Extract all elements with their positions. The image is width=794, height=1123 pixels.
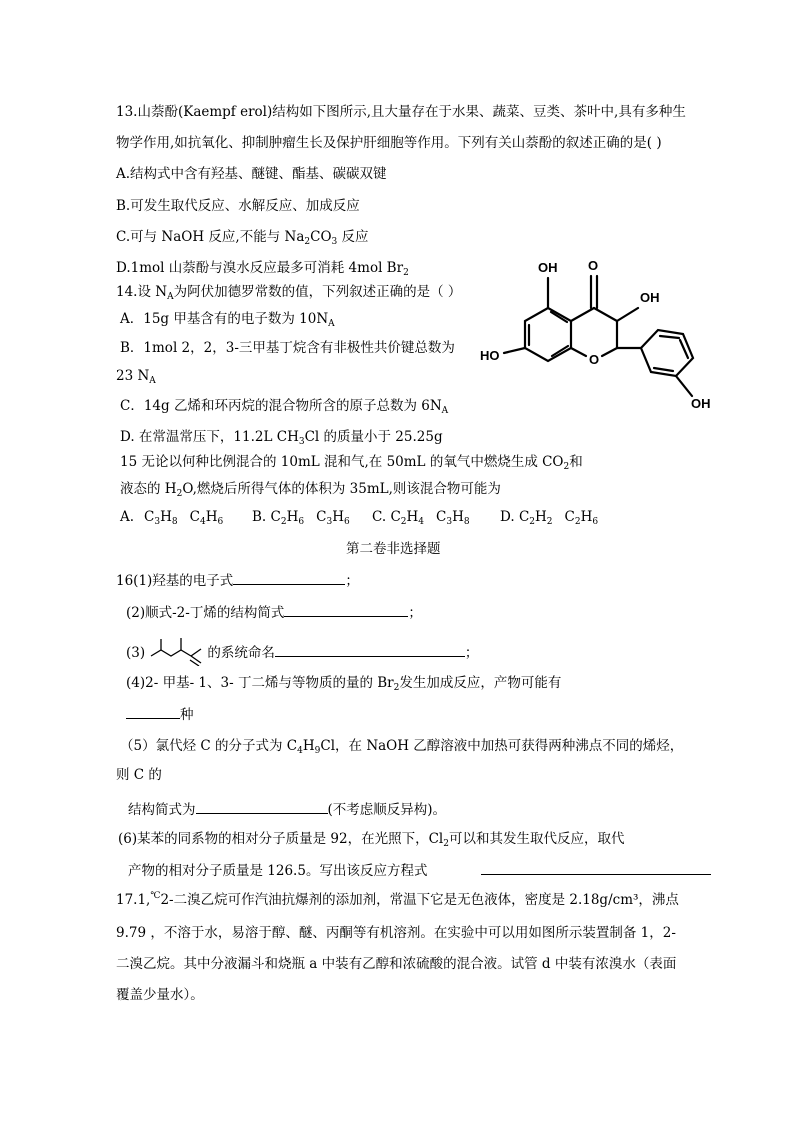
q14-option-d: D. 在常温常压下，11.2L $CH_3Cl$ 的质量小于 25.25g (120, 429, 443, 447)
q14-option-b-cont: 23 $N_A$ (116, 368, 156, 386)
q13-stem-line1: 13.山萘酚(Kaempf erol)结构如下图所示,且大量存在于水果、蔬菜、豆类、茶叶中,具有多种生 (116, 104, 686, 120)
q16-part6: (6)某苯的同系物的相对分子质量是 92，在光照下，$Cl_2$可以和其发生取代反应，取代 (118, 831, 625, 849)
q15-option-c: C. $C_2H_4$ $C_3H_8$ (372, 509, 470, 527)
q16-part5-answer-blank[interactable] (196, 799, 328, 814)
structure-carbonyl-o-label: O (588, 258, 599, 273)
q16-part2: (2)顺式-2-丁烯的结构简式 ； (126, 602, 422, 622)
q13-stem-line2: 物学作用,如抗氧化、抑制肿瘤生长及保护肝细胞等作用。下列有关山萘酚的叙述正确的是( ) (116, 135, 662, 151)
q16-part2-answer-blank[interactable] (284, 602, 408, 617)
structure-oh-top-left-label: OH (538, 260, 558, 275)
structure-ring-o-label: O (589, 352, 600, 367)
structure-ho-left-label: HO (480, 348, 500, 363)
q16-part6-cont: 产物的相对分子质量是 126.5。写出该反应方程式 (128, 860, 711, 880)
q17-stem-line4: 覆盖少量水）。 (116, 987, 204, 1003)
q14-option-a: A．15g 甲基含有的电子数为 $10N_A$ (120, 311, 335, 329)
q13-option-b: B.可发生取代反应、水解反应、加成反应 (116, 198, 360, 214)
q17-stem-line1: 17.1,℃2-二溴乙烷可作汽油抗爆剂的添加剂，常温下它是无色液体，密度是 2.18g/cm³，沸点 (116, 891, 679, 908)
q14-option-c: C．14g 乙烯和环丙烷的混合物所含的原子总数为 $6N_A$ (120, 398, 449, 416)
q16-part4: (4)2- 甲基- 1、3- 丁二烯与等物质的量的 $Br_2$发生加成反应，产物可能有 (126, 675, 562, 693)
q16-part1-answer-blank[interactable] (233, 570, 345, 585)
q13-option-d: D.1mol 山萘酚与溴水反应最多可消耗 4mol $Br_2$ (116, 260, 409, 278)
q16-part3: (3) 的系统命名 ； (126, 636, 478, 666)
structure-oh-bottom-label: OH (691, 396, 711, 411)
q16-part4-answer-blank[interactable] (126, 704, 180, 719)
q13-option-a: A.结构式中含有羟基、醚键、酯基、碳碳双键 (116, 166, 387, 182)
q15-option-a: A. $C_3H_8$ $C_4H_6$ (120, 509, 224, 527)
q17-stem-line2: 9.79 ，不溶于水，易溶于醇、醚、丙酮等有机溶剂。在实验中可以用如图所示装置制备 1，2- (116, 925, 676, 941)
kaempferol-structure-diagram (478, 250, 728, 420)
skeletal-formula-diagram (149, 636, 207, 666)
structure-oh-right-label: OH (640, 290, 660, 305)
ring-a (525, 308, 571, 361)
q16-part5-cont2: 结构简式为 (不考虑顺反异构)。 (128, 799, 446, 819)
q14-option-b: B．1mol 2，2，3-三甲基丁烷含有非极性共价键总数为 (120, 340, 455, 356)
q15-stem-line2: 液态的 $H_2O$,燃烧后所得气体的体积为 35mL,则该混合物可能为 (120, 481, 501, 499)
q16-part4-cont: 种 (126, 704, 194, 724)
q16-part5: （5）氯代烃 C 的分子式为 $C_4H_9Cl$，在 NaOH 乙醇溶液中加热可获得两种沸点不同的烯烃， (120, 738, 684, 756)
q16-part5-cont1: 则 C 的 (116, 767, 162, 783)
q15-option-b: B. $C_2H_6$ $C_3H_6$ (252, 509, 350, 527)
q17-stem-line3: 二溴乙烷。其中分液漏斗和烧瓶 a 中装有乙醇和浓硫酸的混合液。试管 d 中装有浓溴水（表面 (116, 956, 677, 972)
q16-part6-answer-blank[interactable] (481, 860, 711, 875)
q14-stem: 14.设 $N_A$为阿伏加德罗常数的值，下列叙述正确的是（ ） (116, 284, 462, 302)
q16-part3-answer-blank[interactable] (275, 642, 465, 657)
q16-part1: 16(1)羟基的电子式 ； (116, 570, 359, 590)
q13-option-c: C.可与 NaOH 反应,不能与 $Na_2CO_3$ 反应 (116, 229, 369, 247)
q15-stem-line1: 15 无论以何种比例混合的 10mL 混和气,在 50mL 的氧气中燃烧生成 $CO_2$和 (120, 454, 583, 472)
q15-option-d: D. $C_2H_2$ $C_2H_6$ (500, 509, 599, 527)
section-title: 第二卷非选择题 (346, 541, 441, 557)
